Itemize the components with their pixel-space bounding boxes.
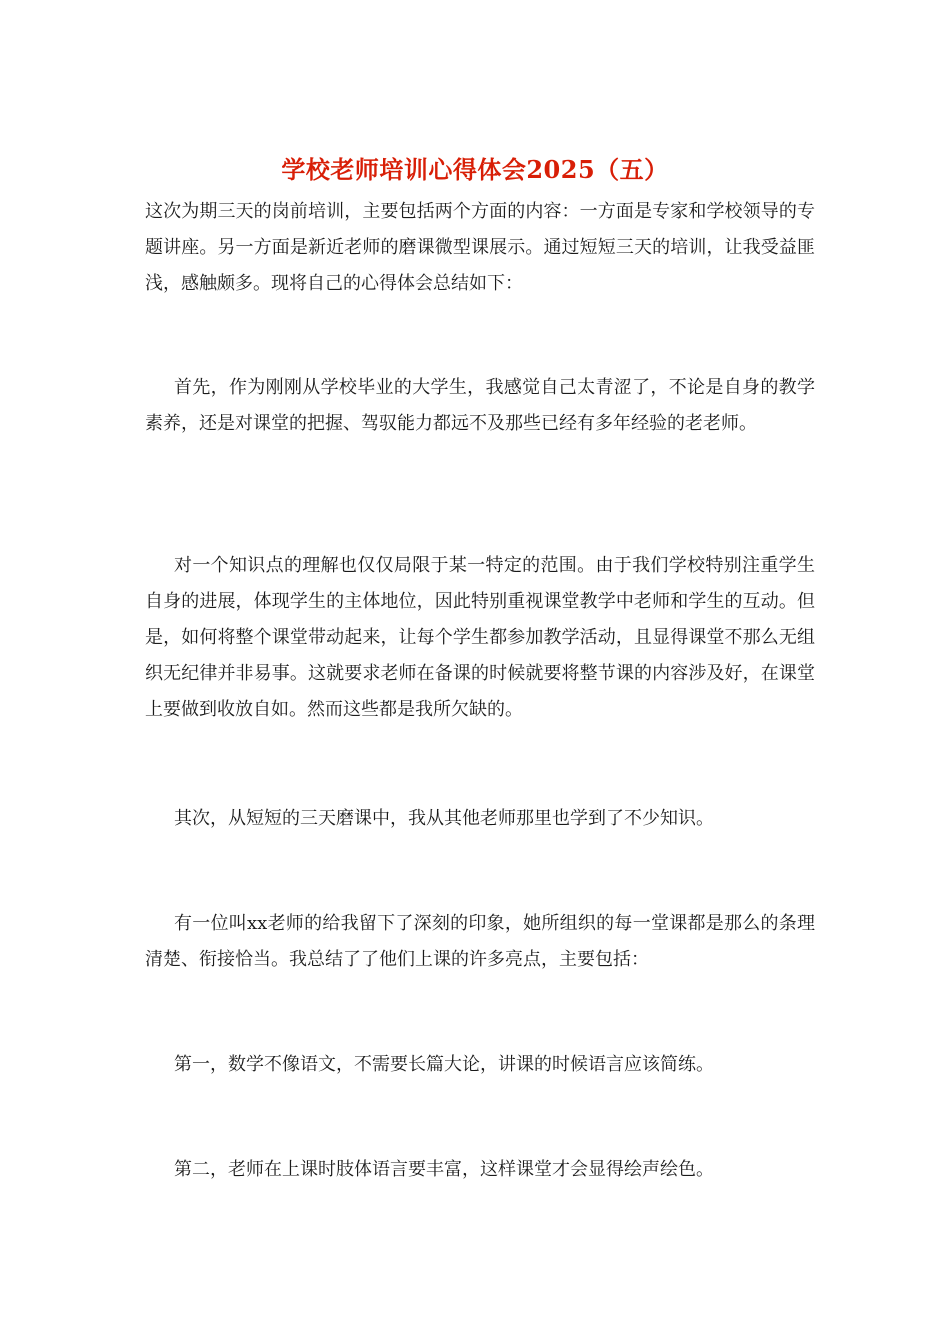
paragraph-intro: 这次为期三天的岗前培训，主要包括两个方面的内容：一方面是专家和学校领导的专题讲座。另一方面是新近老师的磨课微型课展示。通过短短三天的培训，让我受益匪浅，感触颇多。现将自己的心得体会总结如下： bbox=[145, 201, 815, 294]
document-title: 学校老师培训心得体会2025（五） bbox=[281, 155, 669, 184]
paragraph-teacher-example: 有一位叫xx老师的给我留下了深刻的印象，她所组织的每一堂课都是那么的条理清楚、衔接恰当。我总结了了他们上课的许多亮点，主要包括： bbox=[145, 913, 815, 970]
paragraph-understanding: 对一个知识点的理解也仅仅局限于某一特定的范围。由于我们学校特别注重学生自身的进展，体现学生的主体地位，因此特别重视课堂教学中老师和学生的互动。但是，如何将整个课堂带动起来，让每个学生都参加教学活动，且显得课堂不那么无组织无纪律并非易事。这就要求老师在备课的时候就要将整节课的内容涉及好，在课堂上要做到收放自如。然而这些都是我所欠缺的。 bbox=[145, 555, 815, 720]
paragraph-highlight-two: 第二，老师在上课时肢体语言要丰富，这样课堂才会显得绘声绘色。 bbox=[174, 1159, 714, 1180]
paragraph-first-point: 首先，作为刚刚从学校毕业的大学生，我感觉自己太青涩了，不论是自身的教学素养，还是对课堂的把握、驾驭能力都远不及那些已经有多年经验的老老师。 bbox=[145, 377, 815, 434]
paragraph-second-point: 其次，从短短的三天磨课中，我从其他老师那里也学到了不少知识。 bbox=[174, 808, 714, 829]
paragraph-highlight-one: 第一，数学不像语文，不需要长篇大论，讲课的时候语言应该简练。 bbox=[174, 1054, 714, 1075]
